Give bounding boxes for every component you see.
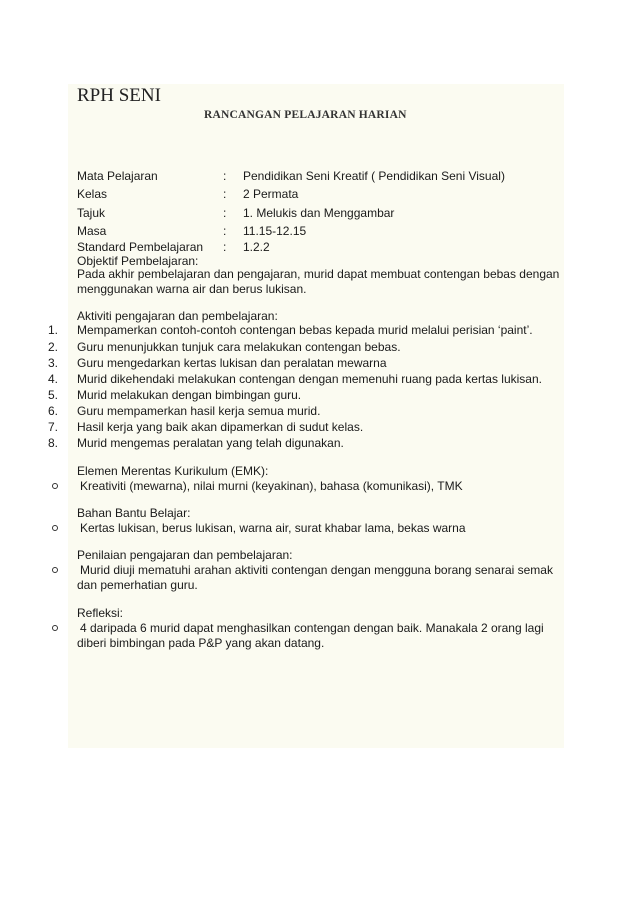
list-number: 2. <box>48 340 59 354</box>
list-number: 4. <box>48 372 59 386</box>
list-number: 7. <box>48 420 59 434</box>
reflection-item-cont: diberi bimbingan pada P&P yang akan datang. <box>77 636 325 650</box>
info-value-topic: 1. Melukis dan Menggambar <box>243 206 395 220</box>
bullet-icon <box>52 483 58 489</box>
activity-item: Guru menunjukkan tunjuk cara melakukan contengan bebas. <box>77 340 401 354</box>
activities-heading: Aktiviti pengajaran dan pembelajaran: <box>77 309 278 323</box>
info-colon: : <box>223 206 227 220</box>
list-number: 6. <box>48 404 59 418</box>
document-title: RPH SENI <box>77 85 161 106</box>
emk-item: Kreativiti (mewarna), nilai murni (keyakinan), bahasa (komunikasi), TMK <box>80 479 463 493</box>
list-number: 1. <box>48 323 59 337</box>
assessment-item: Murid diuji mematuhi arahan aktiviti contengan dengan mengguna borang senarai semak <box>80 563 553 577</box>
info-colon: : <box>223 240 227 254</box>
objective-heading: Objektif Pembelajaran: <box>77 254 199 268</box>
list-number: 8. <box>48 436 59 450</box>
info-value-class: 2 Permata <box>243 187 299 201</box>
activity-item: Guru mengedarkan kertas lukisan dan peralatan mewarna <box>77 356 387 370</box>
assessment-item-cont: dan pemerhatian guru. <box>77 578 198 592</box>
reflection-heading: Refleksi: <box>77 606 124 620</box>
activity-item: Murid dikehendaki melakukan contengan dengan memenuhi ruang pada kertas lukisan. <box>77 372 542 386</box>
lesson-plan-heading: RANCANGAN PELAJARAN HARIAN <box>204 109 407 121</box>
activity-item: Hasil kerja yang baik akan dipamerkan di sudut kelas. <box>77 420 364 434</box>
info-colon: : <box>223 224 227 238</box>
info-colon: : <box>223 169 227 183</box>
activity-item: Murid melakukan dengan bimbingan guru. <box>77 388 302 402</box>
activity-item: Mempamerkan contoh-contoh contengan bebas kepada murid melalui perisian ‘paint’. <box>77 323 533 337</box>
bullet-icon <box>52 567 58 573</box>
objective-line: Pada akhir pembelajaran dan pengajaran, murid dapat membuat contengan bebas dengan <box>77 267 560 281</box>
info-value-standard: 1.2.2 <box>243 240 270 254</box>
info-value-time: 11.15-12.15 <box>243 224 307 238</box>
list-number: 3. <box>48 356 59 370</box>
reflection-item: 4 daripada 6 murid dapat menghasilkan contengan dengan baik. Manakala 2 orang lagi <box>80 621 544 635</box>
info-label-topic: Tajuk <box>77 206 106 220</box>
info-label-class: Kelas <box>77 187 108 201</box>
info-label-subject: Mata Pelajaran <box>77 169 158 183</box>
list-number: 5. <box>48 388 59 402</box>
activity-item: Guru mempamerkan hasil kerja semua murid. <box>77 404 321 418</box>
objective-line: menggunakan warna air dan berus lukisan. <box>77 282 307 296</box>
materials-item: Kertas lukisan, berus lukisan, warna air, surat khabar lama, bekas warna <box>80 521 466 535</box>
emk-heading: Elemen Merentas Kurikulum (EMK): <box>77 464 269 478</box>
assessment-heading: Penilaian pengajaran dan pembelajaran: <box>77 548 293 562</box>
activity-item: Murid mengemas peralatan yang telah digunakan. <box>77 436 344 450</box>
bullet-icon <box>52 625 58 631</box>
info-value-subject: Pendidikan Seni Kreatif ( Pendidikan Seni Visual) <box>243 169 505 183</box>
info-colon: : <box>223 187 227 201</box>
info-label-time: Masa <box>77 224 107 238</box>
bullet-icon <box>52 525 58 531</box>
info-label-standard: Standard Pembelajaran <box>77 240 204 254</box>
materials-heading: Bahan Bantu Belajar: <box>77 506 191 520</box>
